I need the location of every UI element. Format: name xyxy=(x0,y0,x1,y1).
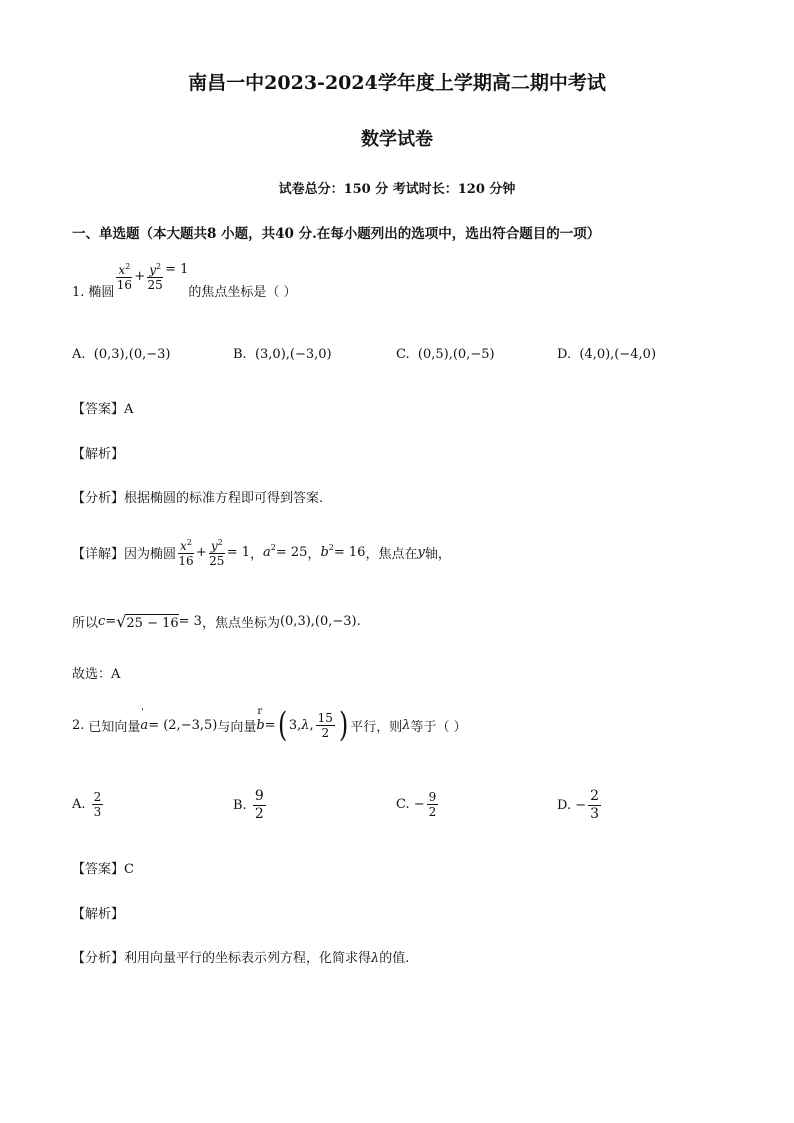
question-2-stem: 2. 已知向量 ' a = (2,−3,5) 与向量 r b = ( 3, λ , $\frac{15}{2}$ ) 平行，则 λ 等于（ ） xyxy=(72,705,467,745)
option-d: D. (4,0),(−4,0) xyxy=(557,347,657,362)
subject-title: 数学试卷 xyxy=(361,129,433,150)
choose-line: 故选：A xyxy=(72,667,121,682)
fenxi-line: 【分析】根据椭圆的标准方程即可得到答案. xyxy=(72,491,324,506)
fraction: $\frac{y^2}{25}$ xyxy=(209,538,225,568)
option-d: D. − $\frac{2}{3}$ xyxy=(557,788,600,822)
analysis-tag: 【解析】 xyxy=(72,907,125,922)
answer-line: 【答案】C xyxy=(72,862,134,877)
analysis-tag: 【解析】 xyxy=(72,447,125,462)
option-b: B. $\frac{9}{2}$ xyxy=(233,788,264,822)
option-a: A. $\frac{2}{3}$ xyxy=(72,790,102,819)
option-c: C. − $\frac{9}{2}$ xyxy=(396,790,437,819)
so-line: 所以 c = √ 25 − 16 = 3 ，焦点坐标为 (0,3),(0,−3). xyxy=(72,612,361,631)
fenxi-line: 【分析】利用向量平行的坐标表示列方程，化简求得λ的值. xyxy=(72,951,410,966)
section-heading: 一、单选题（本大题共8 小题，共40 分.在每小题列出的选项中，选出符合题目的一项） xyxy=(72,226,601,242)
ellipse-equation: $\frac{x^2}{16}$ + $\frac{y^2}{25}$ = 1 xyxy=(116,261,189,292)
option-b: B. (3,0),(−3,0) xyxy=(233,347,332,362)
page-title: 南昌一中2023-2024学年度上学期高二期中考试 xyxy=(188,72,606,94)
stem-text: 的焦点坐标是（ ） xyxy=(188,285,297,300)
fraction: $\frac{x^2}{16}$ xyxy=(178,538,194,568)
answer-line: 【答案】A xyxy=(72,402,134,417)
question-number: 2. xyxy=(72,717,85,733)
option-c: C. (0,5),(0,−5) xyxy=(396,347,495,362)
exam-meta: 试卷总分：150 分 考试时长：120 分钟 xyxy=(278,182,516,197)
sqrt: √ 25 − 16 xyxy=(116,612,179,631)
question-number: 1. xyxy=(72,285,85,300)
fraction: $\frac{15}{2}$ xyxy=(317,710,333,740)
xiangjie-line: 【详解】 因为椭圆 $\frac{x^2}{16}$ + $\frac{y^2}{25}$ = 1 ， a $^2$ = 25 ， b $^2$ = 16 ，焦点在 y 轴， xyxy=(72,538,451,568)
stem-text: 椭圆 xyxy=(88,285,115,300)
option-a: A. (0,3),(0,−3) xyxy=(72,347,171,362)
question-1-stem xyxy=(72,261,297,302)
